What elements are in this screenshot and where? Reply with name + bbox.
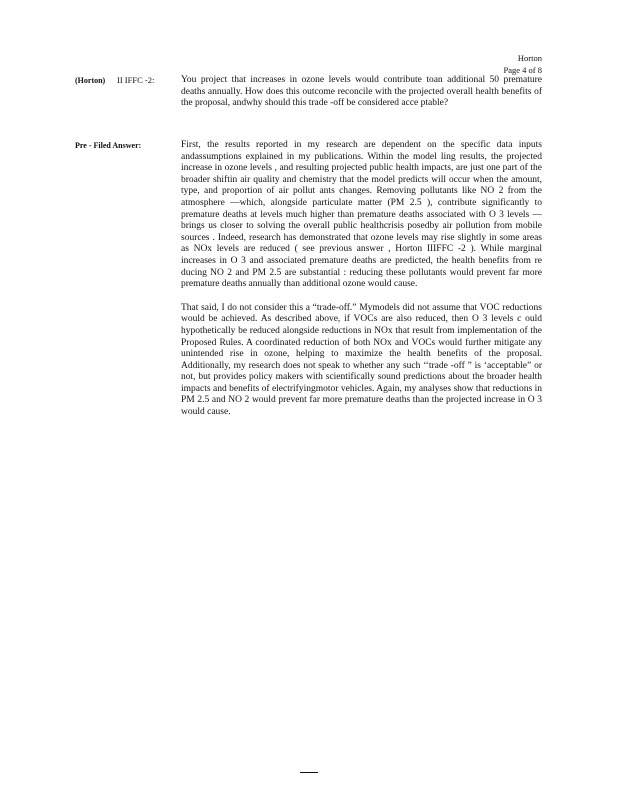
footer-divider: [300, 772, 318, 773]
answer-label: Pre - Filed Answer:: [75, 141, 142, 150]
header-page-number: Page 4 of 8: [503, 65, 542, 75]
answer-paragraph-2: That said, I do not consider this a “trade-off.” Mymodels did not assume that VOC reductions would be achieved. As described above, if VOCs are also reduced, then O 3 levels c ould hypothetically be reduced alongside reductions in NOx that result from implementation of the Proposed Rules. A coordinated reduction of both NOx and VOCs would further mitigate any unintended rise in ozone, helping to maximize the health benefits of the proposal. Additionally, my research does not speak to whether any such ‘‘trade -off ” is ‘acceptable” or not, but provides policy makers with scientifically sound predictions about the broader health impacts and benefits of electrifyingmotor vehicles. Again, my analyses show that reductions in PM 2.5 and NO 2 would prevent far more premature deaths than the projected increase in O 3 would cause.: [181, 302, 542, 418]
question-party-label: (Horton): [75, 76, 106, 85]
header-name: Horton: [517, 53, 542, 63]
page-header: [504, 52, 542, 76]
answer-paragraph-1: First, the results reported in my research are dependent on the specific data inputs andassumptions explained in my publications. Within the model ling results, the projected increase in ozone levels , and resulting projected public health impacts, are just one part of the broader shiftin air quality and chemistry that the model predicts will occur when the amount, type, and proportion of air pollut ants changes. Removing pollutants like NO 2 from the atmosphere —which, alongside particulate matter (PM 2.5 ), contribute significantly to premature deaths at levels much higher than premature deaths associated with O 3 levels —brings us closer to solving the overall public healthcrisis posedby air pollution from mobile sources . Indeed, research has demonstrated that ozone levels may rise slightly in some areas as NOx levels are reduced ( see previous answer , Horton IIIFFC -2 ). While marginal increases in O 3 and associated premature deaths are predicted, the health benefits from re ducing NO 2 and PM 2.5 are substantial : reducing these pollutants would prevent far more premature deaths annually than additional ozone would cause.: [181, 140, 542, 290]
question-text: You project that increases in ozone levels would contribute toan additional 50 premature deaths annually. How does this outcome reconcile with the projected overall health benefits of the proposal, andwhy should this trade -off be considered acce ptable?: [181, 75, 542, 109]
answer-text: [181, 140, 542, 431]
question-id-label: II IFFC -2:: [117, 75, 155, 85]
